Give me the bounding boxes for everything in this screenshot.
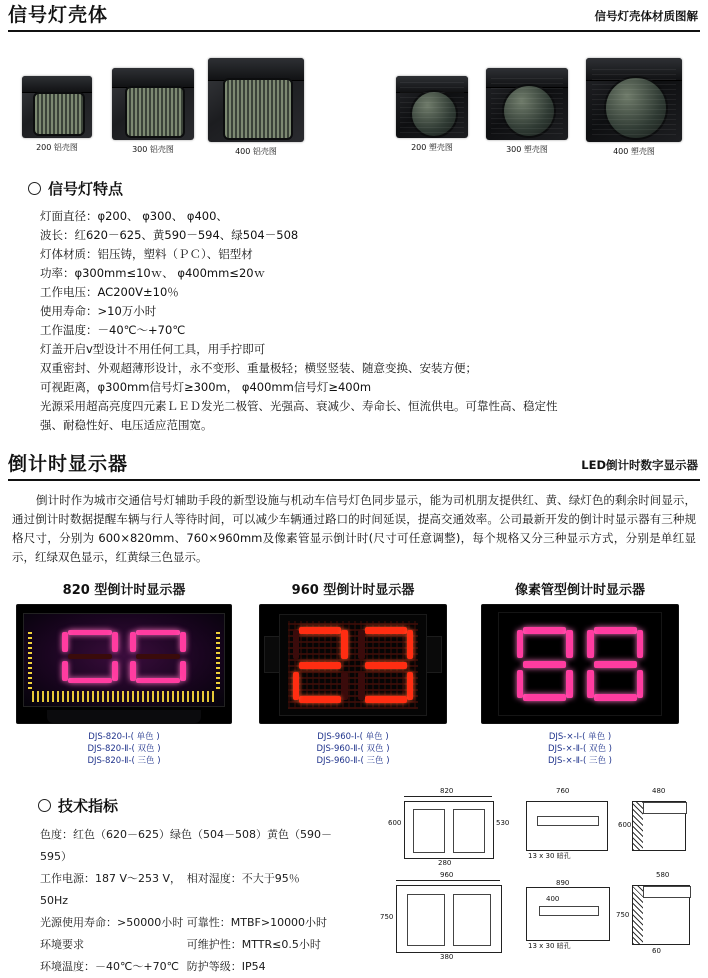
- drawing-820-front: [404, 801, 494, 859]
- lamp-photo-row: [0, 44, 708, 164]
- tech-rows: [40, 824, 358, 978]
- section2-title: 倒计时显示器: [8, 453, 129, 475]
- header-rule: [8, 30, 700, 32]
- drawing-label: 750: [380, 913, 394, 921]
- product-code: DJS-820-Ⅱ-( 三色 ): [87, 756, 161, 766]
- tech-cell: 环境温度：－40℃～+70℃: [40, 960, 179, 973]
- drawing-bracket-480: [632, 801, 686, 851]
- tech-section: [0, 787, 708, 973]
- tech-cell: 可维护性：MTTR≤0.5小时: [186, 938, 321, 951]
- feature-item: 功率：φ300mm≤10ｗ、 φ400mm≤20ｗ: [40, 266, 266, 280]
- features-list: [40, 207, 708, 435]
- drawing-label: 280: [438, 859, 452, 867]
- product-960-codes: [258, 731, 448, 767]
- product-820-image: [16, 604, 232, 724]
- ring-bullet-icon: [38, 799, 51, 812]
- feature-item: 可视距离，φ300mm信号灯≥300m， φ400mm信号灯≥400m: [40, 380, 372, 394]
- tech-cell: 可靠性：MTBF>10000小时: [186, 916, 328, 929]
- product-code: DJS-820-Ⅱ-( 双色 ): [87, 744, 161, 754]
- tech-row: [40, 868, 358, 912]
- feature-item: 使用寿命：>10万小时: [40, 304, 157, 318]
- tech-indicators: [28, 795, 358, 978]
- product-pixel: [480, 579, 680, 767]
- ring-bullet-icon: [28, 182, 41, 195]
- tech-heading-label: 技术指标: [58, 797, 119, 815]
- tech-row: [40, 934, 358, 956]
- product-pixel-image: [481, 604, 679, 724]
- tech-cell: 色度：红色（620－625）绿色（504－508）黄色（590－595）: [40, 828, 332, 863]
- header-rule-2: [8, 479, 700, 481]
- drawing-label: 820: [440, 787, 454, 795]
- feature-item: 波长：红620－625、黄590－594、绿504－508: [40, 228, 299, 242]
- product-panels: [0, 579, 708, 789]
- lamp-caption: 300 铝壳图: [132, 145, 174, 154]
- section-header-countdown: [0, 449, 708, 479]
- tech-row: [40, 956, 358, 978]
- features-heading: [28, 178, 708, 199]
- drawing-label: 750: [616, 911, 630, 919]
- features-heading-label: 信号灯特点: [48, 180, 124, 198]
- section-header-housing: [0, 0, 708, 30]
- product-code: DJS-820-Ⅰ-( 单色 ): [88, 732, 160, 742]
- drawing-label: 13 x 30 暗孔: [528, 852, 571, 860]
- lamp-photo-200-aluminum: [22, 76, 92, 153]
- drawing-label: 400: [546, 895, 560, 903]
- drawing-label: 380: [440, 953, 454, 961]
- section2-subtitle: LED倒计时数字显示器: [581, 458, 698, 472]
- lamp-caption: 200 塑壳图: [411, 143, 453, 152]
- feature-item: 灯盖开启v型设计不用任何工具，用手拧即可: [40, 342, 266, 356]
- feature-item: 灯体材质：铝压铸，塑料（ＰＣ）、铝型材: [40, 247, 253, 261]
- product-code: DJS-960-Ⅰ-( 单色 ): [317, 732, 389, 742]
- tech-heading: [38, 795, 358, 816]
- technical-drawings: [370, 787, 700, 967]
- drawing-label: 13 x 30 暗孔: [528, 942, 571, 950]
- feature-item: 工作温度：－40℃～+70℃: [40, 323, 186, 337]
- lamp-caption: 400 铝壳图: [235, 147, 277, 156]
- tech-cell: 光源使用寿命：>50000小时: [40, 916, 184, 929]
- lamp-photo-400-plastic: [586, 58, 682, 157]
- drawing-label: 960: [440, 871, 454, 879]
- feature-item: 工作电压：AC200V±10％: [40, 285, 179, 299]
- feature-item: 灯面直径：φ200、 φ300、 φ400、: [40, 209, 228, 223]
- tech-row: [40, 824, 358, 868]
- tech-cell: 工作电源：187 V～253 V，50Hz: [40, 872, 182, 907]
- product-960-image: [259, 604, 447, 724]
- product-960: [258, 579, 448, 767]
- lamp-photo-300-plastic: [486, 68, 568, 155]
- product-title: 820 型倒计时显示器: [62, 583, 186, 598]
- drawing-label: 60: [652, 947, 661, 955]
- lamp-caption: 400 塑壳图: [613, 147, 655, 156]
- lamp-caption: 300 塑壳图: [506, 145, 548, 154]
- product-code: DJS-×-Ⅰ-( 单色 ): [548, 732, 612, 742]
- section-subtitle: 信号灯壳体材质图解: [594, 9, 698, 23]
- feature-item: 强、耐稳性好、电压适应范围宽。: [40, 418, 213, 432]
- product-code: DJS-×-Ⅱ-( 双色 ): [548, 744, 612, 754]
- drawing-label: 760: [556, 787, 570, 795]
- product-pixel-codes: [480, 731, 680, 767]
- drawing-bracket-580: [632, 885, 690, 945]
- page-title: 信号灯壳体: [8, 4, 109, 26]
- tech-cell: 防护等级：IP54: [186, 960, 266, 973]
- drawing-label: 600: [618, 821, 632, 829]
- product-title: 960 型倒计时显示器: [291, 583, 415, 598]
- product-820: [14, 579, 234, 767]
- countdown-paragraph: 倒计时作为城市交通信号灯辅助手段的新型设施与机动车信号灯色同步显示，能为司机朋友提供红、黄、绿灯色的剩余时间显示，通过倒计时数据提醒车辆与行人等待时间，可以减少车辆通过路口的时间延误，提高交通效率。公司最新开发的倒计时显示器有三种规格尺寸，分别为 600×820mm、760×960mm及像素管显示倒计时(尺寸可任意调整)，每个规格又分三种显示方式，分别是单红显示，红绿双色显示，红黄绿三色显示。: [12, 493, 696, 564]
- lamp-photo-400-aluminum: [208, 58, 304, 157]
- feature-item: 光源采用超高亮度四元素ＬＥＤ发光二极管、光强高、衰减少、寿命长、恒流供电。可靠性高、稳定性: [40, 399, 558, 413]
- drawing-label: 600: [388, 819, 402, 827]
- drawing-760-plate: [526, 801, 608, 851]
- drawing-label: 530: [496, 819, 510, 827]
- product-820-codes: [14, 731, 234, 767]
- drawing-890-plate: [526, 887, 610, 941]
- drawing-label: 580: [656, 871, 670, 879]
- feature-item: 双重密封、外观超薄形设计，永不变形、重量极轻；横竖竖装、随意变换、安装方便；: [40, 361, 477, 375]
- product-code: DJS-960-Ⅱ-( 双色 ): [316, 744, 390, 754]
- drawing-960-front: [396, 885, 502, 953]
- tech-row: [40, 912, 358, 934]
- product-code: DJS-×-Ⅱ-( 三色 ): [548, 756, 612, 766]
- lamp-caption: 200 铝壳图: [36, 143, 78, 152]
- lamp-photo-200-plastic: [396, 76, 468, 153]
- product-code: DJS-960-Ⅱ-( 三色 ): [316, 756, 390, 766]
- drawing-label: 480: [652, 787, 666, 795]
- lamp-photo-300-aluminum: [112, 68, 194, 155]
- tech-cell: 环境要求: [40, 938, 84, 951]
- tech-cell: 相对湿度：不大于95％: [186, 872, 300, 885]
- product-title: 像素管型倒计时显示器: [514, 583, 645, 598]
- drawing-label: 890: [556, 879, 570, 887]
